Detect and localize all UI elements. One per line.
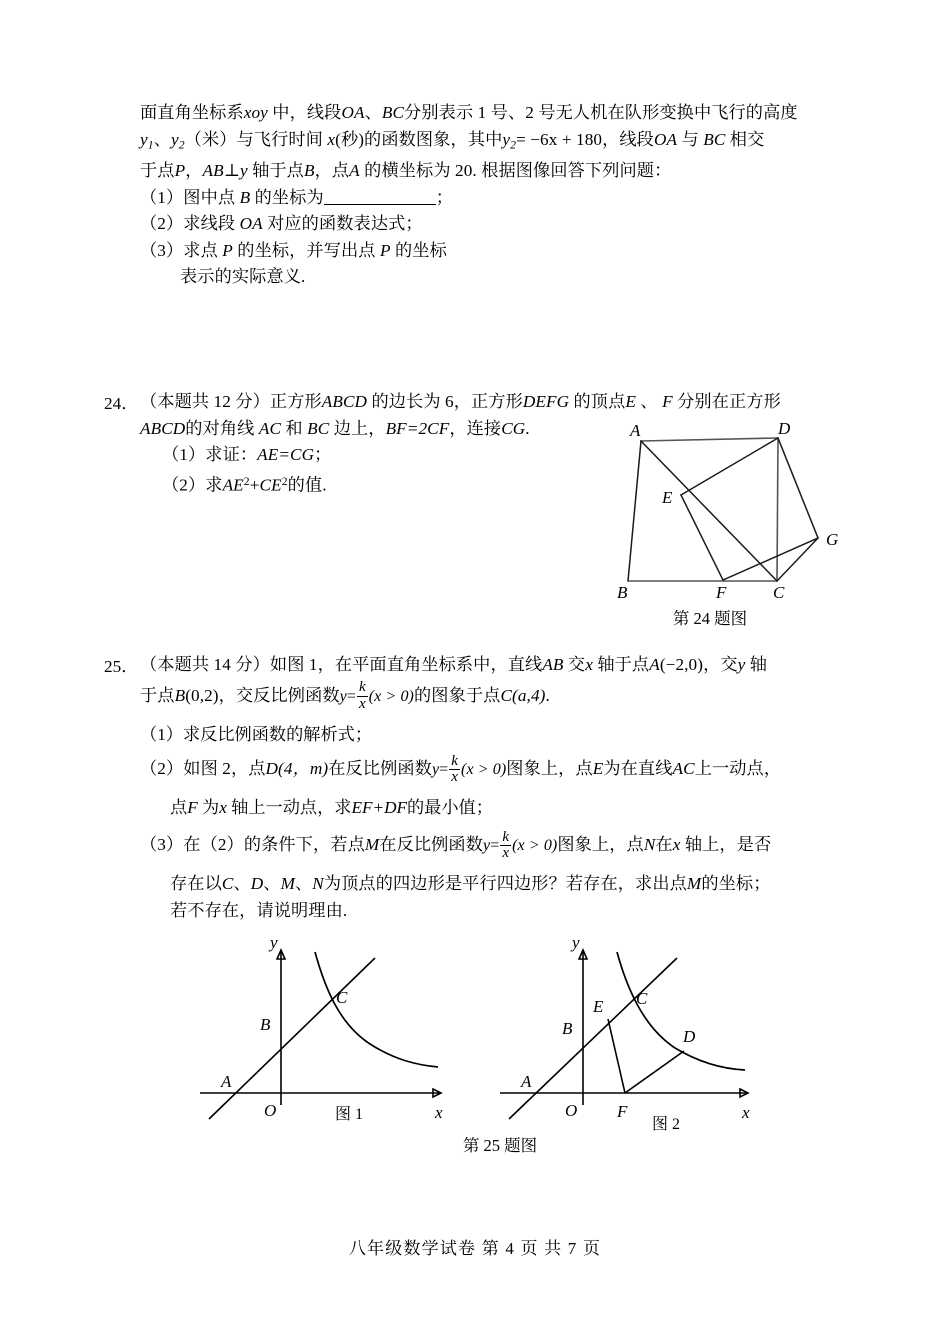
p24-eq-ae: AE	[222, 474, 244, 494]
p25-text: 于点	[140, 685, 175, 705]
p25-coord-D: (4，m)	[278, 759, 329, 778]
p25-condition: (x > 0)	[461, 761, 507, 778]
item-text: 求线段	[183, 214, 236, 234]
p24-var-bc: BC	[307, 418, 330, 438]
p25-text: 在反比例函数	[328, 759, 432, 778]
p25-sub-3-line-1	[140, 828, 842, 862]
p23-var-xoy: xoy	[243, 103, 268, 122]
p23-var-B: B	[303, 161, 315, 181]
item-text: 的值.	[287, 474, 327, 494]
fraction-numerator: k	[451, 752, 459, 769]
p24-sup-2: 2	[281, 474, 288, 488]
p25-coord-C: (a,4)	[512, 685, 546, 705]
item-text: 求证：	[205, 445, 258, 464]
p25-text: .	[545, 685, 550, 705]
item-marker: （2）	[140, 214, 184, 234]
item-var-P2: P	[380, 240, 391, 260]
p23-text: 、	[153, 129, 171, 149]
figure2-axis-y-label: y	[572, 933, 580, 952]
p25-text: 图象上，点	[506, 759, 593, 778]
item-text: 对应的函数表达式；	[267, 214, 423, 234]
p25-eq-equals: =	[490, 837, 500, 854]
p23-text: 分别表示 1 号、2 号无人机在队形变换中飞行的高度	[404, 103, 798, 122]
p23-var-oa2: OA	[653, 129, 678, 149]
p24-text: 边上，	[333, 418, 386, 438]
p23-perp-symbol: ⊥	[223, 161, 240, 181]
p23-var-ab: AB	[202, 161, 224, 181]
p24-var-F: F	[662, 392, 673, 411]
p24-text: .	[525, 418, 530, 438]
p24-text: 的顶点	[573, 392, 626, 411]
item-text: 求反比例函数的解析式；	[182, 725, 373, 744]
p25-text: 在反比例函数	[379, 835, 484, 854]
p25-eq-ef-df: EF+DF	[351, 798, 407, 817]
item-var-OA: OA	[239, 214, 263, 234]
figure-label-G: G	[826, 530, 839, 549]
p25-fraction-k-over-x	[449, 754, 460, 786]
page-footer: 八年级数学试卷 第 4 页 共 7 页	[348, 1239, 602, 1258]
p23-var-p: P	[174, 161, 186, 181]
p25-text: ，交反比例函数	[218, 685, 340, 705]
problem-24-figure	[600, 419, 850, 602]
p23-text: ，	[185, 161, 203, 181]
figure2-label-C: C	[636, 989, 648, 1008]
p23-text: 、	[364, 103, 382, 122]
p25-var-B: B	[174, 685, 186, 705]
p23-sub-2: 2	[178, 137, 185, 151]
p23-text: (秒)的函数图象，其中	[335, 129, 503, 149]
p25-sub-2	[140, 752, 842, 786]
item-text: ；	[314, 445, 332, 464]
p24-var-abcd: ABCD	[321, 392, 368, 411]
p24-text: 、	[640, 392, 658, 411]
p25-text: 交	[567, 655, 586, 674]
p25-fraction-k-over-x	[357, 680, 368, 712]
diagonal-AC	[641, 441, 777, 581]
p25-sub-2-line-1	[140, 752, 842, 786]
p25-eq-y: y	[339, 687, 347, 705]
p23-var-bc2: BC	[703, 129, 726, 149]
item-marker: （2）	[162, 474, 206, 494]
p25-var-D: D	[250, 874, 264, 893]
p25-text: 在	[655, 835, 673, 854]
p25-text: 点	[170, 798, 188, 817]
p25-text: 、	[263, 874, 281, 893]
p23-text: ，点	[314, 161, 350, 181]
p23-text: 相交	[729, 129, 765, 149]
p24-plus: +	[249, 474, 260, 494]
item-marker: （3）	[140, 240, 184, 260]
item-text: 求	[205, 474, 223, 494]
problem-25-figure-1	[195, 930, 460, 1145]
problem-23-tail-paragraph	[140, 100, 840, 291]
figure2-axis-x-label: x	[742, 1103, 750, 1122]
p25-text: 图象上，点	[557, 835, 644, 854]
figure2-line-AB	[509, 958, 677, 1119]
answer-blank[interactable]	[324, 189, 436, 205]
p25-var-N: N	[643, 835, 656, 854]
p23-var-oa: OA	[341, 103, 365, 122]
p25-var-C: C	[500, 685, 513, 705]
fraction-denominator: x	[502, 845, 510, 862]
p25-text: 存在以	[170, 874, 222, 893]
p25-var-y: y	[737, 655, 746, 674]
p25-text: 若不存在，请说明理由.	[170, 900, 348, 920]
p23-eq-sub: 2	[510, 137, 517, 151]
p25-var-x: x	[219, 798, 227, 817]
item-text: ；	[435, 187, 454, 207]
segment-DC	[777, 438, 778, 581]
p25-sub-3	[140, 828, 842, 862]
p23-line-2	[140, 127, 840, 159]
p25-text: 为	[202, 798, 220, 817]
p24-text: 分别在正方形	[677, 392, 781, 411]
p23-text: 面直角坐标系	[140, 103, 244, 122]
p24-eq-ce: CE	[259, 474, 282, 494]
p25-var-x: x	[672, 835, 681, 854]
p24-eq-ae-cg: AE=CG	[257, 445, 315, 464]
p25-text: 的坐标；	[701, 874, 771, 893]
figure1-label-A: A	[221, 1072, 232, 1091]
p25-eq-equals: =	[439, 761, 449, 778]
p25-text: 为在直线	[603, 759, 673, 778]
figure-label-C: C	[773, 583, 785, 602]
p25-text: 在（2）的条件下，若点	[183, 835, 365, 854]
p25-text: 的最小值；	[406, 798, 493, 817]
p25-text: 、	[233, 874, 251, 893]
p23-eq-rest: = −6x + 180	[516, 129, 603, 149]
p25-text: 上一动点，	[694, 759, 782, 778]
p24-var-defg: DEFG	[522, 392, 570, 411]
p23-sub-1: 1	[147, 137, 154, 151]
figure2-label-E: E	[593, 997, 604, 1016]
p25-text: 如图 2，点	[183, 759, 266, 778]
p23-var-A: A	[349, 161, 360, 181]
p24-text: （本题共 12 分）正方形	[140, 392, 322, 411]
p23-var-y: y	[239, 161, 248, 181]
figure-label-B: B	[617, 583, 628, 602]
p23-line-3	[140, 158, 840, 185]
item-var-B: B	[239, 187, 251, 207]
figure1-label-C: C	[336, 988, 348, 1007]
p25-fraction-k-over-x	[500, 830, 511, 862]
p25-eq-equals: =	[346, 687, 356, 705]
p25-sub-3-rest	[170, 871, 842, 924]
figure2-segment-FD	[625, 1051, 684, 1093]
figure2-label-D: D	[683, 1027, 696, 1046]
p25-text: 为顶点的四边形是平行四边形？若存在，求出点	[323, 874, 687, 893]
p23-var-x: x	[327, 129, 336, 149]
p25-condition: (x > 0)	[512, 837, 558, 854]
p25-var-x: x	[585, 655, 593, 674]
p23-var-y1: y	[140, 129, 148, 149]
p25-var-M: M	[364, 835, 380, 854]
p23-text: （米）与飞行时间	[184, 129, 323, 149]
figure-label-E: E	[662, 488, 673, 507]
item-text: 表示的实际意义.	[180, 267, 306, 287]
p24-text: 的边长为 6，正方形	[371, 392, 523, 411]
p23-line-1	[140, 100, 840, 127]
problem-25-number: 25．	[104, 657, 139, 676]
p25-var-D: D	[265, 759, 279, 778]
p25-eq-y: y	[483, 837, 491, 854]
p24-text: 的对角线	[185, 418, 255, 438]
fraction-denominator: x	[451, 769, 459, 786]
segment-DE	[681, 438, 778, 495]
p25-sub-1	[140, 722, 372, 749]
p24-var-E: E	[625, 392, 636, 411]
figure2-caption: 图 2	[652, 1116, 681, 1133]
item-text: 的坐标	[395, 240, 447, 260]
p25-var-E: E	[592, 759, 604, 778]
p23-text: 的横坐标为 20. 根据图像回答下列问题：	[364, 161, 672, 181]
p24-sup-1: 2	[243, 474, 250, 488]
segment-EF	[681, 495, 723, 580]
segment-CG	[777, 538, 818, 581]
item-marker: （3）	[140, 835, 184, 854]
figure1-label-B: B	[260, 1015, 271, 1034]
item-marker: （1）	[140, 187, 184, 207]
p25-coord-A: (−2,0)	[659, 655, 704, 674]
p25-sub-3-line-2	[170, 871, 842, 898]
p25-text: 轴上一动点，求	[231, 798, 352, 817]
p25-eq-y: y	[431, 761, 440, 778]
figure2-label-A: A	[521, 1072, 532, 1091]
p24-text: 和	[285, 418, 303, 438]
p25-text: 的图象于点	[414, 685, 501, 705]
problem-25-figure-2	[495, 930, 770, 1145]
p25-line-1	[140, 652, 842, 679]
p23-text: ，线段	[602, 129, 654, 149]
problem-24-figure-caption: 第 24 题图	[672, 609, 748, 628]
problem-25-body	[140, 652, 842, 714]
item-marker: （1）	[140, 725, 183, 744]
p23-item-1	[140, 185, 840, 212]
fraction-numerator: k	[502, 828, 510, 845]
p25-var-M2: M	[686, 874, 702, 893]
problem-25-figure-caption: 第 25 题图	[462, 1136, 538, 1155]
figure1-line-AB	[209, 958, 375, 1119]
figure2-label-F: F	[617, 1102, 628, 1121]
figure1-label-origin: O	[264, 1101, 277, 1120]
p25-coord-B: (0,2)	[185, 685, 219, 705]
p23-item-3	[140, 238, 840, 265]
figure-label-D: D	[778, 419, 791, 438]
p25-text: 、	[294, 874, 313, 893]
figure1-caption: 图 1	[335, 1106, 364, 1123]
p23-eq-y: y	[502, 129, 511, 149]
p25-var-A: A	[649, 655, 660, 674]
p23-var-bc: BC	[381, 103, 405, 122]
fraction-numerator: k	[358, 679, 366, 696]
item-text: 图中点	[183, 187, 236, 207]
p24-var-cg: CG	[501, 418, 526, 438]
p25-text: ，交	[703, 655, 738, 674]
problem-24-number: 24．	[104, 394, 139, 413]
p23-text: 于点	[140, 161, 175, 181]
p25-var-F: F	[187, 798, 198, 817]
item-text: 求点	[183, 240, 218, 260]
p23-var-y2: y	[170, 129, 179, 149]
p25-text: （本题共 14 分）如图 1，在平面直角坐标系中，直线	[140, 655, 543, 674]
p23-item-3-line-2	[140, 264, 840, 291]
p24-var-abcd2: ABCD	[140, 418, 186, 438]
item-text: 的坐标为	[254, 187, 324, 207]
segment-AD	[641, 438, 778, 441]
p25-condition: (x > 0)	[368, 687, 414, 705]
item-marker: （2）	[140, 759, 184, 778]
p24-var-ac: AC	[258, 418, 282, 438]
figure2-segment-EF	[608, 1019, 625, 1093]
item-var-P: P	[222, 240, 233, 260]
fraction-denominator: x	[358, 695, 366, 712]
p24-line-1	[140, 389, 840, 416]
p24-eq-bf: BF=2CF	[385, 418, 450, 438]
figure1-axis-x-label: x	[435, 1103, 443, 1122]
figure-label-A: A	[630, 421, 641, 440]
p25-var-C: C	[221, 874, 234, 893]
p25-var-AC: AC	[672, 759, 695, 778]
segment-GD	[778, 438, 818, 538]
p25-var-ab: AB	[542, 655, 564, 674]
p25-text: 轴于点	[597, 655, 650, 674]
segment-AB	[628, 441, 641, 581]
p23-text: 轴于点	[252, 161, 304, 181]
p25-sub-2-line-2	[170, 795, 493, 822]
p25-line-2	[140, 679, 842, 714]
figure2-label-origin: O	[565, 1101, 578, 1120]
p24-text: ，连接	[449, 418, 502, 438]
p25-var-N: N	[312, 874, 324, 893]
item-marker: （1）	[162, 445, 206, 464]
item-text: 的坐标，并写出点	[237, 240, 376, 260]
p25-text: 轴上，是否	[684, 835, 772, 854]
p25-var-M: M	[280, 874, 295, 893]
p25-text: 轴	[749, 655, 768, 674]
figure1-hyperbola	[315, 952, 438, 1067]
p23-text: 与	[681, 129, 699, 149]
figure1-axis-y-label: y	[270, 933, 278, 952]
figure-label-F: F	[716, 583, 727, 602]
figure2-label-B: B	[562, 1019, 573, 1038]
p23-text: 中，线段	[272, 103, 342, 122]
p25-sub-3-line-3	[170, 898, 842, 925]
p23-item-2	[140, 211, 840, 238]
